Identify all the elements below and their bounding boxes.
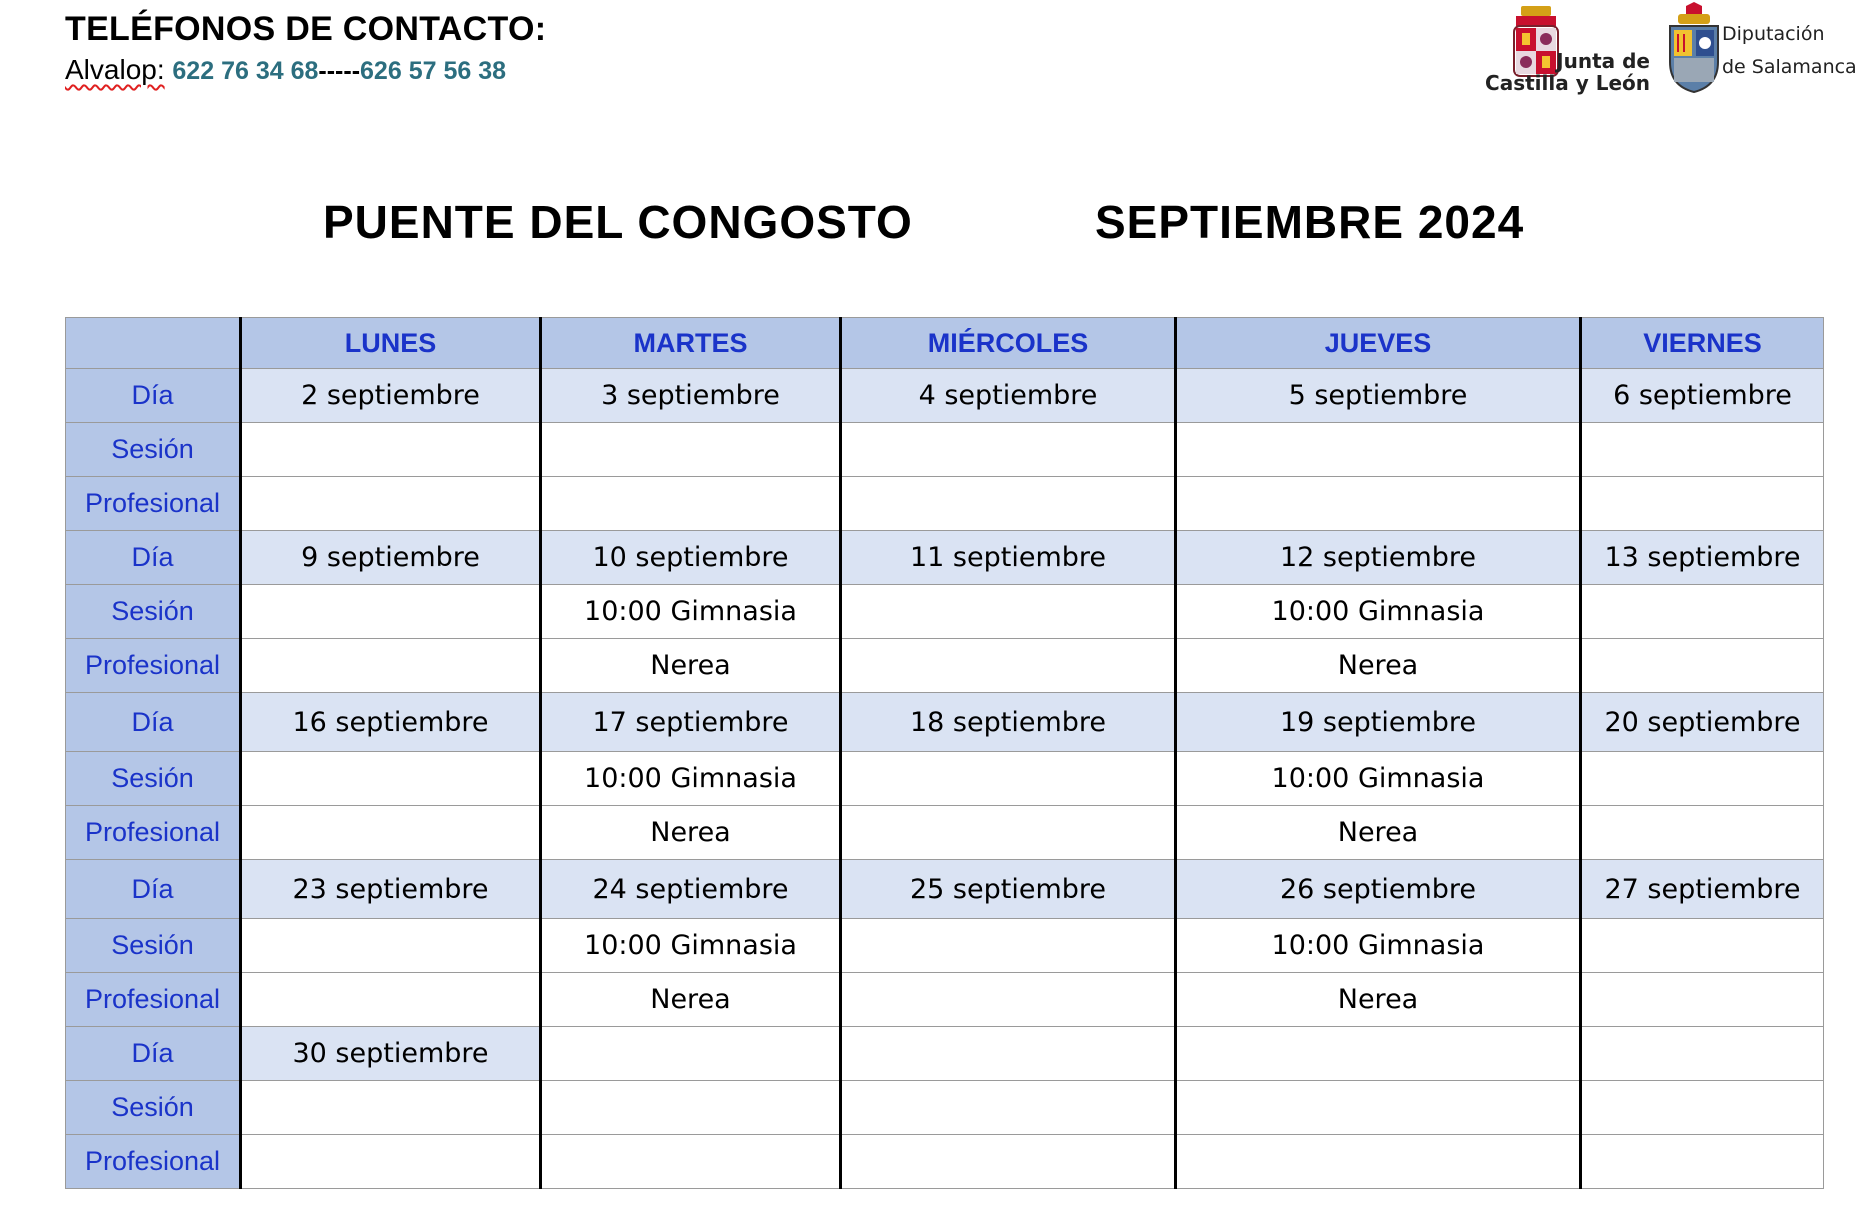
row-label: Sesión [66, 585, 241, 639]
schedule-table [65, 317, 1824, 1189]
professional-row [66, 806, 1824, 860]
session-cell [841, 1081, 1176, 1135]
session-cell: 10:00 Gimnasia [541, 752, 841, 806]
date-row [66, 693, 1824, 752]
row-label: Sesión [66, 752, 241, 806]
professional-cell [841, 973, 1176, 1027]
row-label: Sesión [66, 423, 241, 477]
schedule-month-title: SEPTIEMBRE 2024 [1095, 196, 1525, 248]
row-label: Día [66, 1027, 241, 1081]
professional-cell [241, 806, 541, 860]
row-label: Día [66, 693, 241, 752]
date-cell: 2 septiembre [241, 369, 541, 423]
session-cell [1581, 585, 1824, 639]
session-cell: 10:00 Gimnasia [1176, 752, 1581, 806]
date-cell: 24 septiembre [541, 860, 841, 919]
phone-number-1[interactable]: 622 76 34 68 [172, 57, 319, 85]
professional-cell [1581, 1135, 1824, 1189]
session-cell [241, 585, 541, 639]
session-cell: 10:00 Gimnasia [541, 919, 841, 973]
date-row [66, 531, 1824, 585]
session-cell [241, 423, 541, 477]
date-cell: 17 septiembre [541, 693, 841, 752]
session-cell [1581, 423, 1824, 477]
day-header: VIERNES [1581, 318, 1824, 369]
professional-cell [541, 1135, 841, 1189]
date-cell: 19 septiembre [1176, 693, 1581, 752]
session-cell [1176, 1081, 1581, 1135]
professional-cell [841, 1135, 1176, 1189]
header-row [66, 318, 1824, 369]
session-row [66, 752, 1824, 806]
date-cell [541, 1027, 841, 1081]
contact-name: Alvalop: [65, 54, 165, 85]
contact-line [65, 54, 506, 86]
date-cell: 3 septiembre [541, 369, 841, 423]
date-cell: 6 septiembre [1581, 369, 1824, 423]
date-cell: 13 septiembre [1581, 531, 1824, 585]
professional-cell [541, 477, 841, 531]
professional-cell [841, 806, 1176, 860]
date-cell: 5 septiembre [1176, 369, 1581, 423]
session-cell: 10:00 Gimnasia [1176, 585, 1581, 639]
phone-number-2[interactable]: 626 57 56 38 [360, 57, 507, 85]
professional-cell [1581, 639, 1824, 693]
session-cell [241, 919, 541, 973]
dipu-line1: Diputación [1722, 23, 1825, 45]
date-cell: 25 septiembre [841, 860, 1176, 919]
session-row [66, 585, 1824, 639]
schedule-place-title: PUENTE DEL CONGOSTO [323, 196, 913, 248]
professional-cell [241, 477, 541, 531]
row-label: Sesión [66, 1081, 241, 1135]
date-cell: 11 septiembre [841, 531, 1176, 585]
professional-cell [1581, 806, 1824, 860]
shield-icon [1664, 2, 1724, 96]
day-header: MARTES [541, 318, 841, 369]
day-header: JUEVES [1176, 318, 1581, 369]
date-cell: 10 septiembre [541, 531, 841, 585]
logos [1464, 0, 1864, 100]
session-cell [1581, 919, 1824, 973]
session-cell [841, 752, 1176, 806]
professional-cell: Nerea [1176, 973, 1581, 1027]
dipu-line2: de Salamanca [1722, 56, 1857, 78]
row-label: Profesional [66, 1135, 241, 1189]
date-cell [1581, 1027, 1824, 1081]
date-cell: 20 septiembre [1581, 693, 1824, 752]
professional-cell [1176, 1135, 1581, 1189]
day-header: MIÉRCOLES [841, 318, 1176, 369]
professional-cell [241, 973, 541, 1027]
date-cell: 30 septiembre [241, 1027, 541, 1081]
session-cell: 10:00 Gimnasia [541, 585, 841, 639]
date-row [66, 1027, 1824, 1081]
date-cell: 26 septiembre [1176, 860, 1581, 919]
session-cell [241, 1081, 541, 1135]
phone-separator: ----- [318, 57, 361, 85]
date-cell [1176, 1027, 1581, 1081]
row-label: Sesión [66, 919, 241, 973]
session-cell [1176, 423, 1581, 477]
session-cell [1581, 1081, 1824, 1135]
professional-cell [1176, 477, 1581, 531]
date-cell: 9 septiembre [241, 531, 541, 585]
professional-cell: Nerea [541, 639, 841, 693]
professional-cell: Nerea [541, 973, 841, 1027]
date-cell [841, 1027, 1176, 1081]
session-cell [241, 752, 541, 806]
jcyl-line2: Castilla y León [1485, 71, 1650, 95]
session-cell [841, 423, 1176, 477]
row-label: Día [66, 531, 241, 585]
corner-cell [66, 318, 241, 369]
row-label: Profesional [66, 973, 241, 1027]
row-label: Profesional [66, 639, 241, 693]
professional-cell: Nerea [1176, 639, 1581, 693]
date-cell: 16 septiembre [241, 693, 541, 752]
row-label: Día [66, 369, 241, 423]
session-row [66, 1081, 1824, 1135]
date-cell: 18 septiembre [841, 693, 1176, 752]
session-cell [1581, 752, 1824, 806]
junta-castilla-leon-logo [1464, 0, 1654, 100]
jcyl-line1: Junta de [1556, 49, 1650, 73]
date-row [66, 860, 1824, 919]
professional-row [66, 639, 1824, 693]
professional-row [66, 1135, 1824, 1189]
row-label: Día [66, 860, 241, 919]
professional-cell [1581, 973, 1824, 1027]
day-header: LUNES [241, 318, 541, 369]
professional-row [66, 477, 1824, 531]
date-cell: 12 septiembre [1176, 531, 1581, 585]
session-cell [841, 585, 1176, 639]
professional-cell [241, 1135, 541, 1189]
professional-row [66, 973, 1824, 1027]
date-cell: 27 septiembre [1581, 860, 1824, 919]
professional-cell: Nerea [541, 806, 841, 860]
professional-cell: Nerea [1176, 806, 1581, 860]
row-label: Profesional [66, 477, 241, 531]
session-cell [541, 423, 841, 477]
contact-heading: TELÉFONOS DE CONTACTO: [65, 10, 547, 48]
date-row [66, 369, 1824, 423]
professional-cell [841, 477, 1176, 531]
session-cell [541, 1081, 841, 1135]
date-cell: 4 septiembre [841, 369, 1176, 423]
professional-cell [841, 639, 1176, 693]
session-row [66, 919, 1824, 973]
professional-cell [241, 639, 541, 693]
session-row [66, 423, 1824, 477]
diputacion-salamanca-logo [1664, 0, 1864, 100]
session-cell [841, 919, 1176, 973]
row-label: Profesional [66, 806, 241, 860]
session-cell: 10:00 Gimnasia [1176, 919, 1581, 973]
professional-cell [1581, 477, 1824, 531]
date-cell: 23 septiembre [241, 860, 541, 919]
